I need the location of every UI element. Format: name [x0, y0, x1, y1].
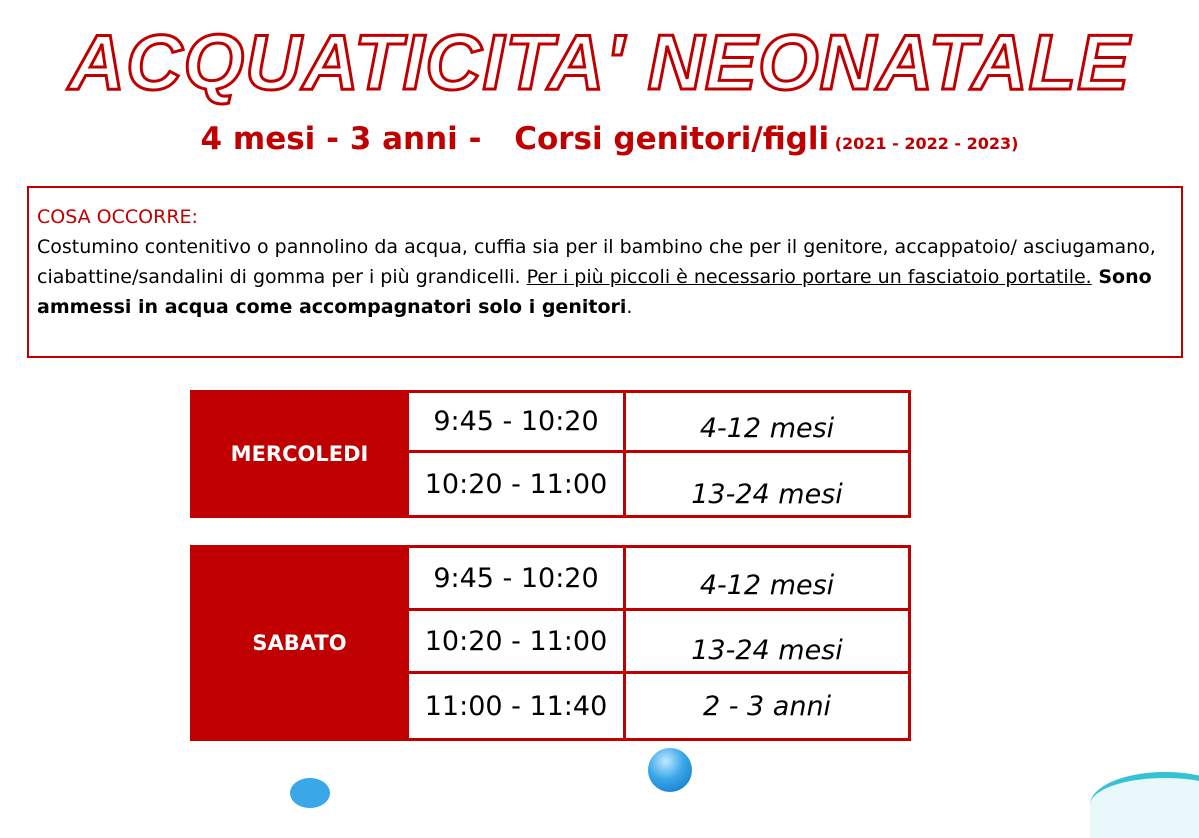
requirements-text-bold: Sono ammessi in acqua come accompagnatori solo i genitori [37, 266, 1152, 318]
requirements-text [37, 236, 1156, 318]
subtitle-years: (2021 - 2022 - 2023) [834, 134, 1019, 153]
age-cell: 13-24 mesi [625, 452, 910, 517]
requirements-box [27, 186, 1183, 358]
main-title: ACQUATICITA' NEONATALE [68, 18, 1131, 106]
age-cell: 13-24 mesi [625, 610, 910, 673]
day-cell-sabato: SABATO [192, 547, 408, 740]
age-cell: 2 - 3 anni [625, 673, 910, 740]
time-cell: 10:20 - 11:00 [408, 452, 625, 517]
age-cell: 4-12 mesi [625, 392, 910, 452]
table-row [192, 547, 910, 610]
time-cell: 10:20 - 11:00 [408, 610, 625, 673]
schedule-table-mercoledi [190, 390, 911, 518]
requirements-text-underlined: Per i più piccoli è necessario portare un fasciatoio portatile. [526, 266, 1092, 288]
water-splash-decoration [290, 778, 330, 808]
subtitle-ages: 4 mesi - 3 anni - [200, 121, 482, 157]
age-cell: 4-12 mesi [625, 547, 910, 610]
requirements-text-end: . [626, 296, 633, 318]
water-drop-icon [648, 748, 692, 792]
time-cell: 9:45 - 10:20 [408, 392, 625, 452]
day-cell-mercoledi: MERCOLEDI [192, 392, 408, 517]
time-cell: 9:45 - 10:20 [408, 547, 625, 610]
time-cell: 11:00 - 11:40 [408, 673, 625, 740]
table-row [192, 392, 910, 452]
subtitle-courses: Corsi genitori/figli [514, 121, 830, 157]
subtitle [0, 115, 1199, 168]
schedule-table-sabato [190, 545, 911, 741]
requirements-heading: COSA OCCORRE: [37, 206, 198, 228]
wave-decoration [1090, 772, 1199, 838]
requirements-text-plain: Costumino contenitivo o pannolino da acqua, cuffia sia per il bambino che per il genitore, accappatoio/ asciugamano, ciabattine/sandalini di gomma per i più grandicelli. [37, 236, 1156, 288]
